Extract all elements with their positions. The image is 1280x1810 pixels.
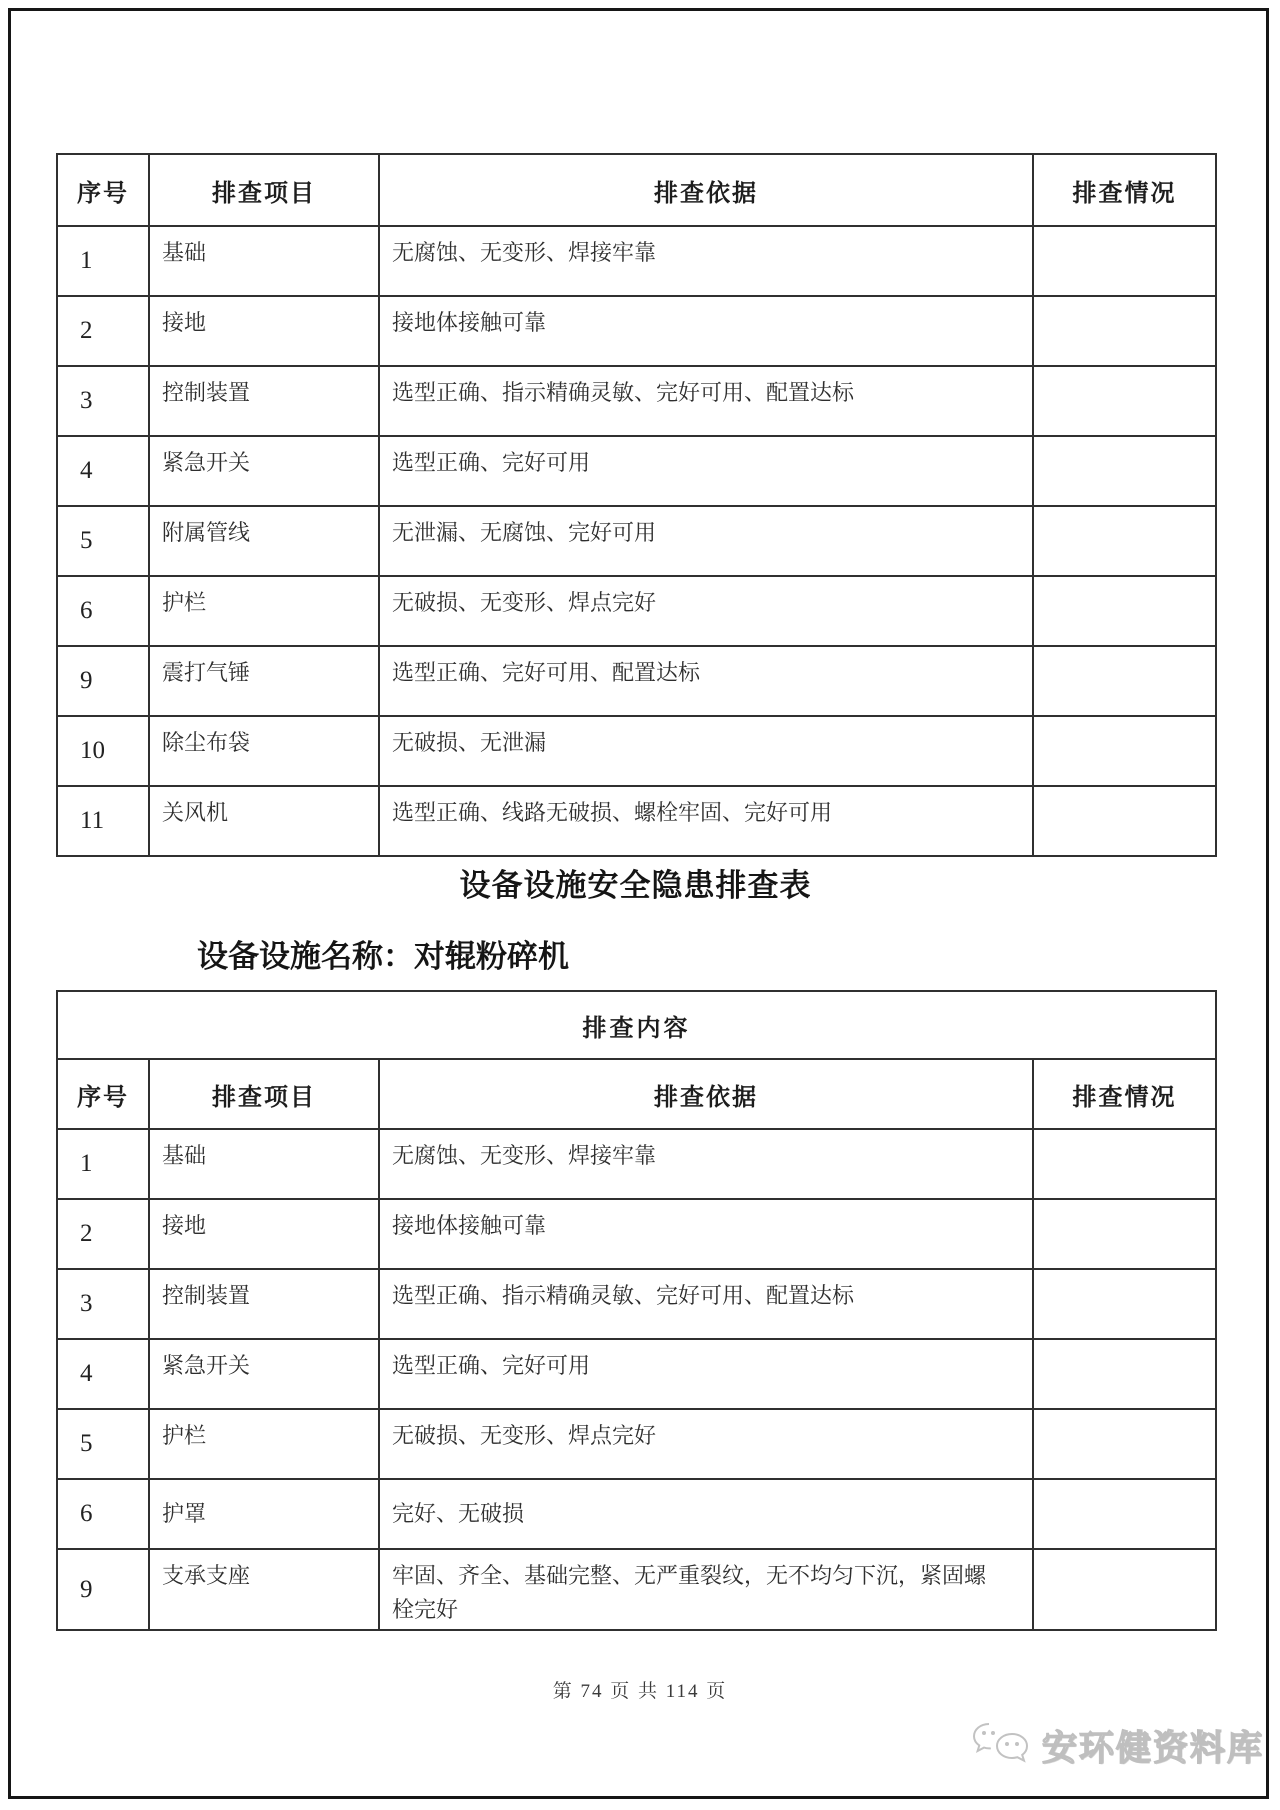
row-item-cell: 接地	[149, 296, 379, 366]
row-seq-cell: 5	[57, 506, 149, 576]
table-row	[57, 296, 1216, 366]
row-seq-cell: 9	[57, 1549, 149, 1630]
row-status-cell	[1033, 226, 1216, 296]
row-basis-cell: 选型正确、指示精确灵敏、完好可用、配置达标	[379, 366, 1033, 436]
row-seq-cell: 6	[57, 1479, 149, 1549]
row-seq-cell: 5	[57, 1409, 149, 1479]
row-item-cell: 紧急开关	[149, 1339, 379, 1409]
device-name-label: 设备设施名称：	[197, 939, 414, 974]
row-status-cell	[1033, 1549, 1216, 1630]
row-item-cell: 支承支座	[149, 1549, 379, 1630]
row-status-cell	[1033, 1199, 1216, 1269]
row-basis-cell: 无破损、无泄漏	[379, 716, 1033, 786]
table-row	[57, 1129, 1216, 1199]
table-row	[57, 786, 1216, 856]
row-item-cell: 关风机	[149, 786, 379, 856]
row-status-cell	[1033, 786, 1216, 856]
column-header-item: 排查项目	[149, 154, 379, 226]
column-header-seq: 序号	[57, 154, 149, 226]
section-header-cell: 排查内容	[57, 991, 1216, 1059]
column-header-row	[57, 1059, 1216, 1129]
row-status-cell	[1033, 436, 1216, 506]
row-seq-cell: 9	[57, 646, 149, 716]
row-basis-cell: 完好、无破损	[379, 1479, 1033, 1549]
table-row	[57, 1269, 1216, 1339]
table-row	[57, 1339, 1216, 1409]
row-status-cell	[1033, 1269, 1216, 1339]
row-item-cell: 基础	[149, 1129, 379, 1199]
row-seq-cell: 3	[57, 1269, 149, 1339]
row-basis-cell: 选型正确、完好可用	[379, 436, 1033, 506]
row-status-cell	[1033, 1129, 1216, 1199]
table-row	[57, 646, 1216, 716]
row-status-cell	[1033, 296, 1216, 366]
row-seq-cell: 4	[57, 1339, 149, 1409]
row-item-cell: 震打气锤	[149, 646, 379, 716]
table-row	[57, 1199, 1216, 1269]
table-row	[57, 506, 1216, 576]
table-row	[57, 226, 1216, 296]
row-seq-cell: 4	[57, 436, 149, 506]
row-status-cell	[1033, 716, 1216, 786]
column-header-status: 排查情况	[1033, 1059, 1216, 1129]
column-header-status: 排查情况	[1033, 154, 1216, 226]
row-basis-cell: 选型正确、完好可用、配置达标	[379, 646, 1033, 716]
row-status-cell	[1033, 576, 1216, 646]
table-row	[57, 1409, 1216, 1479]
column-header-seq: 序号	[57, 1059, 149, 1129]
page-number: 第 74 页 共 114 页	[552, 1681, 728, 1702]
column-header-basis: 排查依据	[379, 154, 1033, 226]
column-header-basis: 排查依据	[379, 1059, 1033, 1129]
row-basis-cell: 选型正确、指示精确灵敏、完好可用、配置达标	[379, 1269, 1033, 1339]
row-seq-cell: 2	[57, 296, 149, 366]
table-row	[57, 1479, 1216, 1549]
row-basis-cell: 牢固、齐全、基础完整、无严重裂纹，无不均匀下沉，紧固螺栓完好	[379, 1549, 1033, 1630]
row-basis-cell: 无破损、无变形、焊点完好	[379, 1409, 1033, 1479]
section-header-row	[57, 991, 1216, 1059]
table-row	[57, 716, 1216, 786]
row-status-cell	[1033, 366, 1216, 436]
row-seq-cell: 11	[57, 786, 149, 856]
device-name-value: 对辊粉碎机	[414, 939, 569, 974]
row-basis-cell: 接地体接触可靠	[379, 1199, 1033, 1269]
table-row	[57, 1549, 1216, 1630]
watermark	[972, 1720, 1264, 1772]
table-row	[57, 436, 1216, 506]
row-seq-cell: 3	[57, 366, 149, 436]
row-seq-cell: 1	[57, 226, 149, 296]
row-item-cell: 紧急开关	[149, 436, 379, 506]
row-seq-cell: 10	[57, 716, 149, 786]
row-basis-cell: 无腐蚀、无变形、焊接牢靠	[379, 1129, 1033, 1199]
row-status-cell	[1033, 1479, 1216, 1549]
row-basis-cell: 无腐蚀、无变形、焊接牢靠	[379, 226, 1033, 296]
page-title: 设备设施安全隐患排查表	[459, 868, 812, 903]
watermark-text: 安环健资料库	[1042, 1729, 1265, 1768]
row-basis-cell: 无泄漏、无腐蚀、完好可用	[379, 506, 1033, 576]
row-basis-cell: 选型正确、线路无破损、螺栓牢固、完好可用	[379, 786, 1033, 856]
row-item-cell: 控制装置	[149, 1269, 379, 1339]
row-item-cell: 护栏	[149, 576, 379, 646]
row-item-cell: 护栏	[149, 1409, 379, 1479]
row-item-cell: 附属管线	[149, 506, 379, 576]
row-item-cell: 控制装置	[149, 366, 379, 436]
inspection-table-top	[56, 153, 1217, 857]
row-basis-cell: 无破损、无变形、焊点完好	[379, 576, 1033, 646]
row-basis-cell: 选型正确、完好可用	[379, 1339, 1033, 1409]
row-item-cell: 护罩	[149, 1479, 379, 1549]
row-seq-cell: 1	[57, 1129, 149, 1199]
row-basis-cell: 接地体接触可靠	[379, 296, 1033, 366]
wechat-bubbles-icon	[972, 1720, 1036, 1772]
inspection-table-bottom	[56, 990, 1217, 1631]
row-seq-cell: 2	[57, 1199, 149, 1269]
row-item-cell: 除尘布袋	[149, 716, 379, 786]
table-row	[57, 366, 1216, 436]
device-name-line	[197, 931, 569, 976]
column-header-item: 排查项目	[149, 1059, 379, 1129]
row-seq-cell: 6	[57, 576, 149, 646]
table-row	[57, 576, 1216, 646]
row-item-cell: 基础	[149, 226, 379, 296]
row-status-cell	[1033, 1339, 1216, 1409]
row-item-cell: 接地	[149, 1199, 379, 1269]
row-status-cell	[1033, 646, 1216, 716]
column-header-row	[57, 154, 1216, 226]
row-status-cell	[1033, 1409, 1216, 1479]
row-status-cell	[1033, 506, 1216, 576]
